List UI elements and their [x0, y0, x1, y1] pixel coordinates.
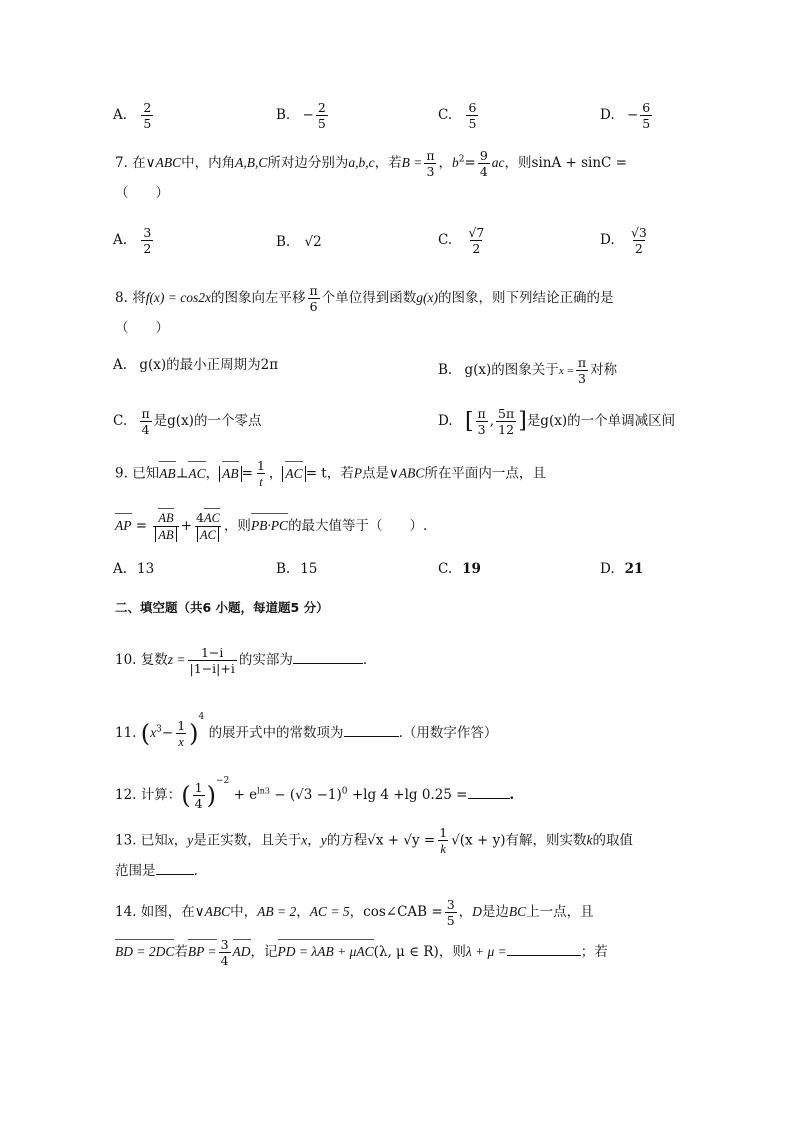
q8-option-a[interactable]: A. g(x)的最小正周期为2π [113, 357, 279, 373]
q9-stem-line2: AP = $\frac{AB}{AB}$ + $\frac{4AC}{AC}$ ，则PB·PC的最大值等于（ ）. [115, 510, 428, 542]
q6-option-a[interactable]: A. $\frac{2}{5}$ [113, 100, 152, 131]
q9-option-c[interactable]: C. 19 [438, 561, 481, 577]
q6-option-c[interactable]: C. $\frac{6}{5}$ [438, 100, 477, 131]
q11-answer-blank[interactable] [344, 722, 399, 737]
q9-option-a[interactable]: A. 13 [113, 561, 155, 577]
q7-answer-paren: （ ） [115, 185, 169, 201]
q7-option-b[interactable]: B. √2 [276, 234, 322, 250]
q12-answer-blank[interactable] [468, 784, 510, 799]
q12-stem: 12. 计算：( $\frac{1}{4}$ )$^{-2} + e^{ln3} - (√3 -1)^0 +\lg$ 4 +lg 0.25 = . [115, 776, 515, 811]
fraction: $\frac{6}{5}$ [642, 100, 651, 131]
q10-stem: 10. 复数z = $\frac{1-i}{|1-i|+i}$ 的实部为 . [115, 645, 368, 676]
q13-stem-line1: 13. 已知x，y是正实数，且关于x，y的方程√x + √y = $\frac{1}{k}$ √(x + y)有解，则实数k的取值 [115, 825, 633, 856]
q10-answer-blank[interactable] [293, 649, 363, 664]
fraction: $\frac{2}{5}$ [143, 100, 152, 131]
q7-option-a[interactable]: A. $\frac{3}{2}$ [113, 225, 152, 256]
q9-stem-line1: 9. 已知AB⊥AC， AB = $\frac{1}{t}$ ， AC = t，若P点是∨ABC所在平面内一点，且 [115, 458, 546, 489]
q9-option-b[interactable]: B. 15 [276, 561, 318, 577]
q8-option-c[interactable]: C. $\frac{\pi}{4}$ 是g(x)的一个零点 [113, 406, 262, 437]
q7-stem: 7. 在∨ABC中，内角A,B,C所对边分别为a,b,c，若B = $\frac{\pi}{3}$ ，$b^2=$ $\frac{9}{4}$ ac，则sinA + sinC = [115, 148, 627, 179]
q14-answer-blank[interactable] [507, 941, 581, 956]
q6-option-d[interactable]: D. − $\frac{6}{5}$ [600, 100, 651, 131]
fraction: $\frac{6}{5}$ [468, 100, 477, 131]
q14-stem-line2: BD = 2DC若BP = $\frac{3}{4}$ AD，记PD = λAB + μAC(λ, μ ∈ R)，则λ + μ = ；若 [115, 937, 608, 968]
section-heading-fill-in: 二、填空题（共6 小题，每道题5 分） [115, 600, 329, 615]
q8-answer-paren: （ ） [115, 320, 169, 336]
fraction: $\frac{2}{5}$ [317, 100, 326, 131]
q11-stem: 11. ($x^3-$ $\frac{1}{x}$ )$^4$ 的展开式中的常数项为 .（用数字作答） [115, 712, 498, 749]
q9-option-d[interactable]: D. 21 [600, 561, 644, 577]
q8-option-d[interactable]: D. [ $\frac{\pi}{3}$ , $\frac{5\pi}{12}$ ]是g(x)的一个单调减区间 [438, 406, 676, 437]
q13-stem-line2: 范围是 . [115, 860, 198, 881]
q8-option-b[interactable]: B. g(x)的图象关于x = $\frac{\pi}{3}$ 对称 [438, 355, 618, 386]
q14-stem-line1: 14. 如图，在∨ABC中，AB = 2，AC = 5，cos∠CAB = $\frac{3}{5}$ ，D是边BC上一点，且 [115, 897, 594, 928]
q7-option-c[interactable]: C. $\frac{√7}{2}$ [438, 225, 485, 256]
q7-option-d[interactable]: D. $\frac{√3}{2}$ [600, 225, 647, 256]
q13-answer-blank[interactable] [156, 860, 194, 875]
q8-stem: 8. 将f(x) = cos2x的图象向左平移 $\frac{\pi}{6}$ 个单位得到函数g(x)的图象，则下列结论正确的是 [115, 283, 614, 314]
q6-option-b[interactable]: B. − $\frac{2}{5}$ [276, 100, 326, 131]
